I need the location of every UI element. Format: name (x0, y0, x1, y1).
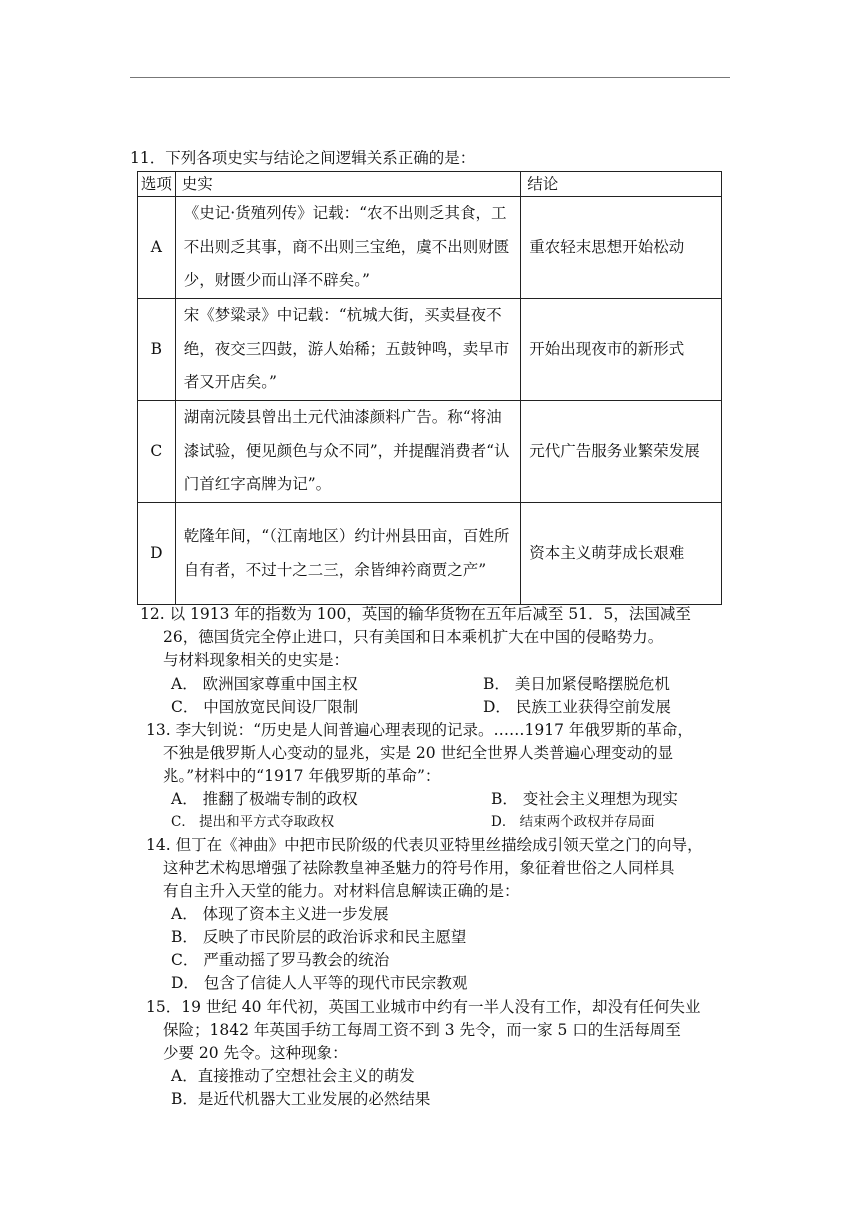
row-fact: 乾隆年间，“（江南地区）约计州县田亩，百姓所自有者，不过十之二三，余皆绅衿商贾之产” (175, 503, 521, 605)
row-option: B (138, 299, 176, 401)
q14-stem-line: 这种艺术构思增强了祛除教皇神圣魅力的符号作用，象征着世俗之人同样具 (163, 859, 675, 877)
q15-option-a: A．直接推动了空想社会主义的萌发 (171, 1067, 415, 1085)
row-conclusion: 元代广告服务业繁荣发展 (521, 401, 722, 503)
table-row (138, 197, 722, 299)
q14-option-a: A． 体现了资本主义进一步发展 (171, 905, 389, 923)
header-option: 选项 (138, 172, 176, 197)
row-fact: 《史记·货殖列传》记载：“农不出则乏其食，工不出则乏其事，商不出则三宝绝，虞不出则财匮少，财匮少而山泽不辟矣。” (175, 197, 521, 299)
q14-option-d: D． 包含了信徒人人平等的现代市民宗教观 (171, 974, 468, 992)
q15-stem-line: 15．19 世纪 40 年代初，英国工业城市中约有一半人没有工作，却没有任何失业 (146, 998, 701, 1016)
q14-option-b: B． 反映了市民阶层的政治诉求和民主愿望 (171, 928, 467, 946)
table-header-row (138, 172, 722, 197)
q14-stem-line: 有自主升入天堂的能力。对材料信息解读正确的是： (163, 882, 520, 900)
q12-option-b: B． 美日加紧侵略摆脱危机 (483, 675, 670, 693)
header-conclusion: 结论 (521, 172, 722, 197)
q11-stem: 11．下列各项史实与结论之间逻辑关系正确的是： (130, 149, 476, 167)
q13-stem-line: 不独是俄罗斯人心变动的显兆，实是 20 世纪全世界人类普遍心理变动的显 (163, 744, 674, 762)
q15-stem-line: 少要 20 先令。这种现象： (163, 1044, 348, 1062)
q12-option-d: D． 民族工业获得空前发展 (483, 698, 671, 716)
q13-option-c: C． 提出和平方式夺取政权 (171, 814, 335, 830)
header-rule (130, 77, 730, 78)
q15-option-b: B．是近代机器大工业发展的必然结果 (171, 1090, 431, 1108)
q13-option-a: A． 推翻了极端专制的政权 (171, 790, 358, 808)
table-row (138, 503, 722, 605)
q12-stem-line: 26，德国货完全停止进口，只有美国和日本乘机扩大在中国的侵略势力。 (163, 628, 664, 646)
q13-stem-line: 13. 李大钊说：“历史是人间普遍心理表现的记录。……1917 年俄罗斯的革命， (146, 721, 693, 739)
q13-stem-line: 兆。”材料中的“1917 年俄罗斯的革命”： (163, 767, 441, 785)
table-row (138, 401, 722, 503)
q11-table (137, 171, 722, 605)
q12-stem-line: 12. 以 1913 年的指数为 100，英国的输华货物在五年后减至 51．5，法国减至 (140, 605, 691, 623)
q15-stem-line: 保险；1842 年英国手纺工每周工资不到 3 先令，而一家 5 口的生活每周至 (163, 1021, 681, 1039)
header-fact: 史实 (175, 172, 521, 197)
row-conclusion: 资本主义萌芽成长艰难 (521, 503, 722, 605)
q14-stem-line: 14. 但丁在《神曲》中把市民阶级的代表贝亚特里丝描绘成引领天堂之门的向导， (146, 836, 703, 854)
row-option: A (138, 197, 176, 299)
row-option: C (138, 401, 176, 503)
q13-option-b: B． 变社会主义理想为现实 (491, 790, 678, 808)
q14-option-c: C． 严重动摇了罗马教会的统治 (171, 951, 390, 969)
row-conclusion: 开始出现夜市的新形式 (521, 299, 722, 401)
row-option: D (138, 503, 176, 605)
row-conclusion: 重农轻末思想开始松动 (521, 197, 722, 299)
q12-option-a: A． 欧洲国家尊重中国主权 (171, 675, 358, 693)
q12-option-c: C． 中国放宽民间设厂限制 (171, 698, 359, 716)
row-fact: 湖南沅陵县曾出土元代油漆颜料广告。称“将油漆试验，便见颜色与众不同”，并提醒消费者“认门首红字高牌为记”。 (175, 401, 521, 503)
table-row (138, 299, 722, 401)
row-fact: 宋《梦粱录》中记载：“杭城大街，买卖昼夜不绝，夜交三四鼓，游人始稀；五鼓钟鸣，卖早市者又开店矣。” (175, 299, 521, 401)
q12-stem-line: 与材料现象相关的史实是： (163, 651, 350, 669)
q13-option-d: D． 结束两个政权并存局面 (491, 814, 655, 830)
